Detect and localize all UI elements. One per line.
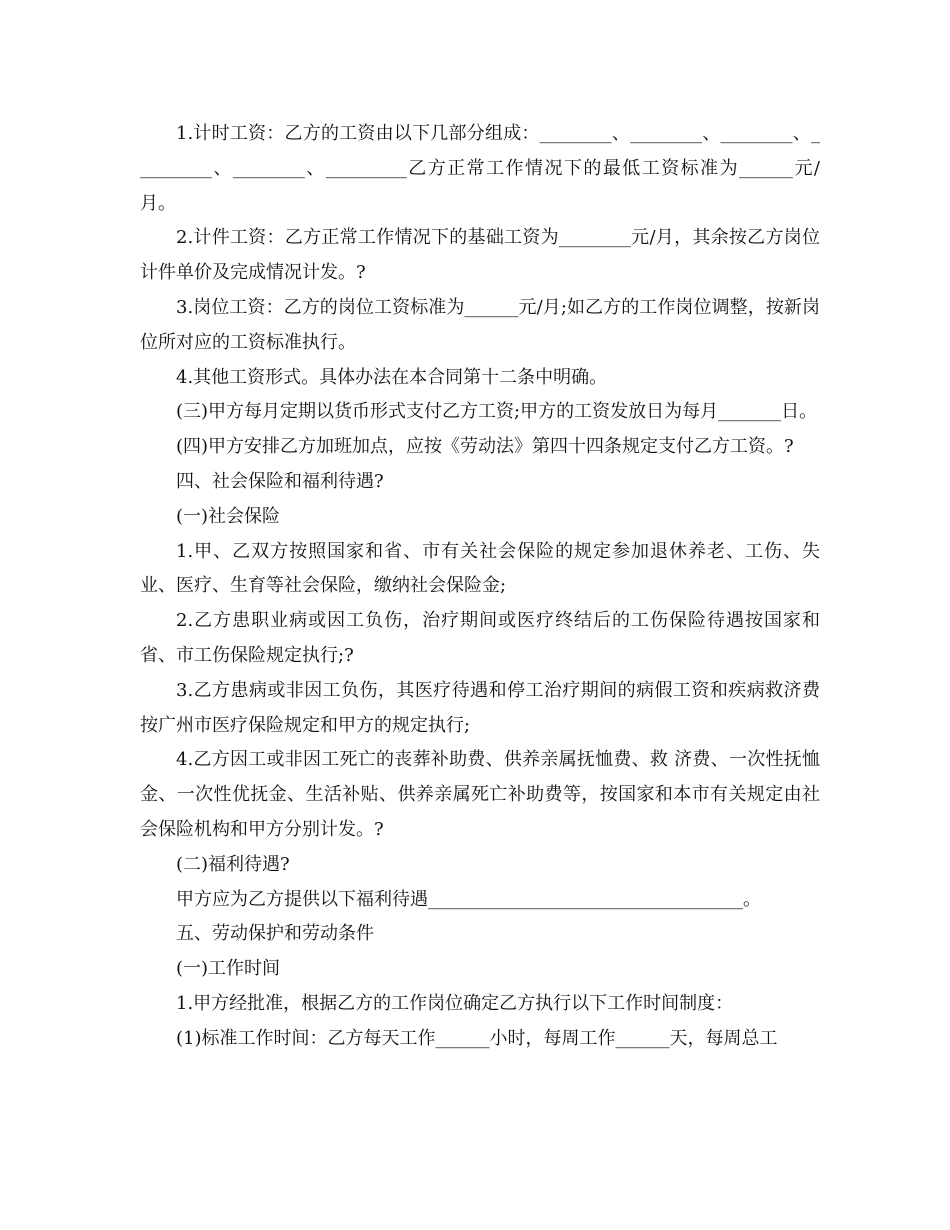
paragraph-insurance-3: 3.乙方患病或非因工负伤，其医疗待遇和停工治疗期间的病假工资和疾病救济费按广州市医疗保险规定和甲方的规定执行; (140, 679, 820, 736)
section-heading-labor-protection: 五、劳动保护和劳动条件 (176, 923, 374, 945)
paragraph-position-wage: 3.岗位工资：乙方的岗位工资标准为______元/月;如乙方的工作岗位调整，按新岗位所对应的工资标准执行。 (140, 296, 820, 353)
subsection-heading-work-time: (一)工作时间 (176, 958, 281, 980)
section-heading-insurance: 四、社会保险和福利待遇? (176, 470, 384, 492)
subsection-heading-welfare: (二)福利待遇? (176, 853, 290, 875)
paragraph-overtime: (四)甲方安排乙方加班加点，应按《劳动法》第四十四条规定支付乙方工资。? (176, 436, 794, 458)
paragraph-insurance-4: 4.乙方因工或非因工死亡的丧葬补助费、供养亲属抚恤费、救 济费、一次性抚恤金、一次性优抚金、生活补贴、供养亲属死亡补助费等，按国家和本市有关规定由社会保险机构和甲方分别计发。? (140, 749, 820, 840)
paragraph-hourly-wage: 1.计时工资：乙方的工资由以下几部分组成：________、________、________、_________、________、_________乙方正常工作情况下的最低工资标准为______元/月。 (140, 123, 820, 214)
paragraph-other-wage: 4.其他工资形式。具体办法在本合同第十二条中明确。 (176, 366, 608, 388)
subsection-heading-social-insurance: (一)社会保险 (176, 505, 281, 527)
paragraph-standard-hours: (1)标准工作时间：乙方每天工作______小时，每周工作______天，每周总工 (176, 1027, 778, 1049)
document-body (140, 117, 820, 1057)
paragraph-welfare: 甲方应为乙方提供以下福利待遇___________________________________。 (176, 888, 761, 910)
paragraph-piece-wage: 2.计件工资：乙方正常工作情况下的基础工资为________元/月，其余按乙方岗位计件单价及完成情况计发。? (140, 227, 820, 284)
paragraph-insurance-2: 2.乙方患职业病或因工负伤，治疗期间或医疗终结后的工伤保险待遇按国家和省、市工伤保险规定执行;? (140, 610, 820, 666)
paragraph-payday: (三)甲方每月定期以货币形式支付乙方工资;甲方的工资发放日为每月_______日。 (176, 401, 818, 423)
paragraph-work-time-1: 1.甲方经批准，根据乙方的工作岗位确定乙方执行以下工作时间制度： (176, 992, 734, 1014)
paragraph-insurance-1: 1.甲、乙双方按照国家和省、市有关社会保险的规定参加退休养老、工伤、失业、医疗、生育等社会保险，缴纳社会保险金; (140, 540, 820, 597)
